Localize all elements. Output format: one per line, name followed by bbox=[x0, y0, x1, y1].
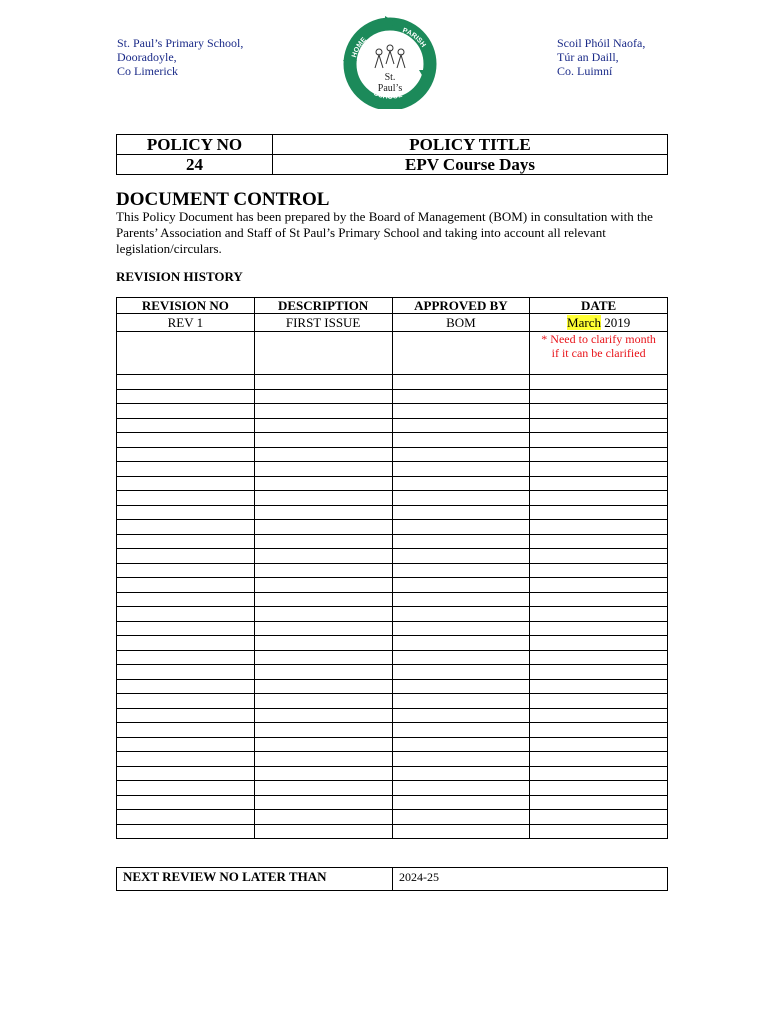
table-cell bbox=[254, 549, 392, 564]
date-month-highlight: March bbox=[567, 314, 601, 330]
table-cell bbox=[117, 389, 255, 404]
table-cell bbox=[392, 766, 530, 781]
blank-table-row bbox=[117, 563, 668, 578]
table-cell bbox=[254, 737, 392, 752]
table-cell bbox=[392, 665, 530, 680]
table-cell bbox=[530, 795, 668, 810]
column-header-approved-by: APPROVED BY bbox=[392, 298, 530, 314]
table-cell bbox=[530, 578, 668, 593]
blank-table-row bbox=[117, 810, 668, 825]
table-cell bbox=[392, 462, 530, 477]
table-cell bbox=[117, 824, 255, 839]
table-cell bbox=[254, 607, 392, 622]
table-cell bbox=[254, 476, 392, 491]
table-cell bbox=[254, 563, 392, 578]
table-cell bbox=[392, 592, 530, 607]
policy-title-label: POLICY TITLE bbox=[273, 135, 668, 155]
table-cell bbox=[530, 549, 668, 564]
blank-table-row bbox=[117, 752, 668, 767]
blank-table-row bbox=[117, 505, 668, 520]
blank-table-row bbox=[117, 592, 668, 607]
table-cell bbox=[117, 534, 255, 549]
table-cell bbox=[392, 795, 530, 810]
date-year: 2019 bbox=[604, 314, 631, 330]
table-cell bbox=[392, 404, 530, 419]
table-cell bbox=[392, 636, 530, 651]
table-cell bbox=[117, 795, 255, 810]
next-review-table bbox=[116, 867, 668, 891]
irish-address-line-3: Co. Luimní bbox=[557, 64, 613, 78]
table-cell bbox=[117, 723, 255, 738]
table-cell bbox=[530, 650, 668, 665]
table-cell bbox=[117, 491, 255, 506]
school-logo bbox=[337, 14, 443, 109]
table-cell bbox=[530, 404, 668, 419]
table-cell bbox=[530, 433, 668, 448]
table-cell bbox=[530, 418, 668, 433]
table-cell bbox=[254, 433, 392, 448]
table-cell bbox=[530, 332, 668, 375]
table-cell bbox=[530, 389, 668, 404]
blank-table-row bbox=[117, 650, 668, 665]
table-cell bbox=[254, 592, 392, 607]
irish-address-line-1: Scoil Phóil Naofa, bbox=[557, 36, 646, 50]
table-cell bbox=[117, 592, 255, 607]
policy-table bbox=[116, 134, 668, 175]
table-cell bbox=[392, 433, 530, 448]
table-cell bbox=[254, 332, 392, 375]
table-cell bbox=[117, 462, 255, 477]
document-control-heading: DOCUMENT CONTROL bbox=[116, 189, 330, 210]
table-cell bbox=[530, 781, 668, 796]
table-cell bbox=[530, 563, 668, 578]
blank-table-row bbox=[117, 418, 668, 433]
table-cell bbox=[530, 534, 668, 549]
irish-address-line-2: Túr an Daill, bbox=[557, 50, 619, 64]
revision-cell: REV 1 bbox=[117, 314, 255, 332]
table-cell bbox=[117, 679, 255, 694]
approved-by-cell: BOM bbox=[392, 314, 530, 332]
table-cell bbox=[392, 418, 530, 433]
column-header-date: DATE bbox=[530, 298, 668, 314]
address-line-2: Dooradoyle, bbox=[117, 50, 177, 64]
table-cell bbox=[530, 708, 668, 723]
table-cell bbox=[117, 708, 255, 723]
table-cell bbox=[117, 505, 255, 520]
table-cell bbox=[117, 781, 255, 796]
table-row bbox=[117, 314, 668, 332]
document-control-paragraph: This Policy Document has been prepared by the Board of Management (BOM) in consultation with the Parents’ Association and Staff of St Paul’s Primary School and taking into account all relevant legislation/circulars. bbox=[116, 209, 653, 256]
blank-table-row bbox=[117, 578, 668, 593]
table-cell bbox=[254, 766, 392, 781]
table-cell bbox=[254, 665, 392, 680]
table-cell bbox=[254, 462, 392, 477]
table-cell bbox=[392, 332, 530, 375]
blank-table-row bbox=[117, 447, 668, 462]
table-cell bbox=[254, 679, 392, 694]
table-cell bbox=[117, 520, 255, 535]
description-cell: FIRST ISSUE bbox=[254, 314, 392, 332]
table-cell bbox=[530, 752, 668, 767]
table-cell bbox=[254, 795, 392, 810]
revision-history-table bbox=[116, 297, 668, 839]
table-cell bbox=[117, 433, 255, 448]
table-cell bbox=[392, 781, 530, 796]
table-cell bbox=[392, 607, 530, 622]
table-cell bbox=[117, 650, 255, 665]
blank-table-row bbox=[117, 665, 668, 680]
table-cell bbox=[530, 737, 668, 752]
table-cell bbox=[392, 563, 530, 578]
table-row bbox=[117, 332, 668, 375]
table-cell bbox=[392, 621, 530, 636]
table-cell bbox=[254, 578, 392, 593]
table-cell bbox=[254, 505, 392, 520]
table-cell bbox=[530, 505, 668, 520]
blank-table-row bbox=[117, 621, 668, 636]
school-address-irish bbox=[557, 36, 645, 78]
blank-table-row bbox=[117, 549, 668, 564]
table-cell bbox=[254, 636, 392, 651]
table-cell bbox=[392, 520, 530, 535]
table-cell bbox=[392, 737, 530, 752]
table-cell bbox=[117, 737, 255, 752]
logo-text-home: HOME bbox=[351, 36, 368, 59]
table-cell bbox=[254, 723, 392, 738]
date-clarify-note: * Need to clarify month if it can be clarified bbox=[541, 332, 656, 360]
blank-table-row bbox=[117, 462, 668, 477]
table-cell bbox=[392, 491, 530, 506]
table-cell bbox=[117, 332, 255, 375]
blank-table-row bbox=[117, 491, 668, 506]
column-header-revision-no: REVISION NO bbox=[117, 298, 255, 314]
table-cell bbox=[530, 607, 668, 622]
blank-table-row bbox=[117, 636, 668, 651]
policy-no-label: POLICY NO bbox=[117, 135, 273, 155]
blank-table-row bbox=[117, 824, 668, 839]
table-cell bbox=[530, 447, 668, 462]
table-cell bbox=[254, 824, 392, 839]
logo-text-st: St. bbox=[384, 72, 396, 83]
table-cell bbox=[117, 636, 255, 651]
blank-table-row bbox=[117, 404, 668, 419]
table-cell bbox=[392, 723, 530, 738]
table-cell bbox=[392, 549, 530, 564]
blank-table-row bbox=[117, 708, 668, 723]
school-address-english bbox=[117, 36, 243, 78]
table-cell bbox=[530, 491, 668, 506]
table-cell bbox=[117, 418, 255, 433]
table-cell bbox=[254, 389, 392, 404]
table-cell bbox=[392, 752, 530, 767]
table-cell bbox=[117, 607, 255, 622]
logo-text-parish: PARISH bbox=[401, 27, 427, 49]
table-cell bbox=[392, 505, 530, 520]
table-cell bbox=[254, 418, 392, 433]
blank-table-row bbox=[117, 795, 668, 810]
blank-table-row bbox=[117, 375, 668, 390]
blank-table-row bbox=[117, 737, 668, 752]
table-cell bbox=[117, 810, 255, 825]
table-cell bbox=[392, 534, 530, 549]
table-cell bbox=[530, 824, 668, 839]
blank-table-row bbox=[117, 723, 668, 738]
table-cell bbox=[117, 766, 255, 781]
table-cell bbox=[530, 679, 668, 694]
blank-table-row bbox=[117, 520, 668, 535]
table-cell bbox=[117, 375, 255, 390]
logo-text-pauls: Paul’s bbox=[377, 83, 403, 94]
table-cell bbox=[530, 375, 668, 390]
table-cell bbox=[530, 723, 668, 738]
blank-table-row bbox=[117, 476, 668, 491]
next-review-label: NEXT REVIEW NO LATER THAN bbox=[117, 868, 393, 891]
table-cell bbox=[530, 520, 668, 535]
blank-table-row bbox=[117, 607, 668, 622]
table-cell bbox=[117, 563, 255, 578]
table-cell bbox=[530, 810, 668, 825]
table-cell bbox=[254, 694, 392, 709]
table-cell bbox=[530, 621, 668, 636]
table-cell bbox=[117, 578, 255, 593]
table-cell bbox=[254, 404, 392, 419]
table-cell bbox=[117, 549, 255, 564]
table-cell bbox=[117, 447, 255, 462]
table-cell bbox=[254, 520, 392, 535]
table-cell bbox=[530, 462, 668, 477]
table-cell bbox=[254, 752, 392, 767]
table-cell bbox=[530, 636, 668, 651]
blank-table-row bbox=[117, 389, 668, 404]
table-cell bbox=[392, 810, 530, 825]
table-cell bbox=[392, 578, 530, 593]
table-cell bbox=[117, 404, 255, 419]
policy-title-value: EPV Course Days bbox=[273, 155, 668, 175]
table-cell bbox=[117, 476, 255, 491]
table-cell bbox=[392, 447, 530, 462]
table-cell bbox=[254, 447, 392, 462]
table-cell bbox=[530, 476, 668, 491]
blank-table-row bbox=[117, 766, 668, 781]
blank-table-row bbox=[117, 781, 668, 796]
policy-no-value: 24 bbox=[117, 155, 273, 175]
logo-text-school: SCHOOL bbox=[372, 90, 404, 101]
table-cell bbox=[254, 375, 392, 390]
blank-table-row bbox=[117, 534, 668, 549]
table-cell bbox=[254, 650, 392, 665]
table-cell bbox=[392, 679, 530, 694]
table-cell bbox=[530, 694, 668, 709]
table-cell bbox=[254, 781, 392, 796]
table-cell bbox=[530, 665, 668, 680]
table-cell bbox=[392, 694, 530, 709]
next-review-value: 2024-25 bbox=[393, 868, 668, 891]
table-cell bbox=[254, 708, 392, 723]
table-cell bbox=[254, 810, 392, 825]
table-cell bbox=[530, 766, 668, 781]
table-cell bbox=[117, 694, 255, 709]
blank-table-row bbox=[117, 694, 668, 709]
table-cell bbox=[117, 621, 255, 636]
column-header-description: DESCRIPTION bbox=[254, 298, 392, 314]
table-cell bbox=[117, 752, 255, 767]
table-cell bbox=[392, 476, 530, 491]
date-cell bbox=[530, 314, 668, 332]
address-line-3: Co Limerick bbox=[117, 64, 178, 78]
revision-history-heading: REVISION HISTORY bbox=[116, 269, 243, 284]
table-cell bbox=[254, 491, 392, 506]
address-line-1: St. Paul’s Primary School, bbox=[117, 36, 244, 50]
table-cell bbox=[530, 592, 668, 607]
table-cell bbox=[392, 375, 530, 390]
table-cell bbox=[392, 708, 530, 723]
blank-table-row bbox=[117, 433, 668, 448]
table-cell bbox=[392, 389, 530, 404]
table-cell bbox=[254, 621, 392, 636]
blank-table-row bbox=[117, 679, 668, 694]
table-cell bbox=[117, 665, 255, 680]
table-cell bbox=[254, 534, 392, 549]
table-cell bbox=[392, 824, 530, 839]
table-cell bbox=[392, 650, 530, 665]
